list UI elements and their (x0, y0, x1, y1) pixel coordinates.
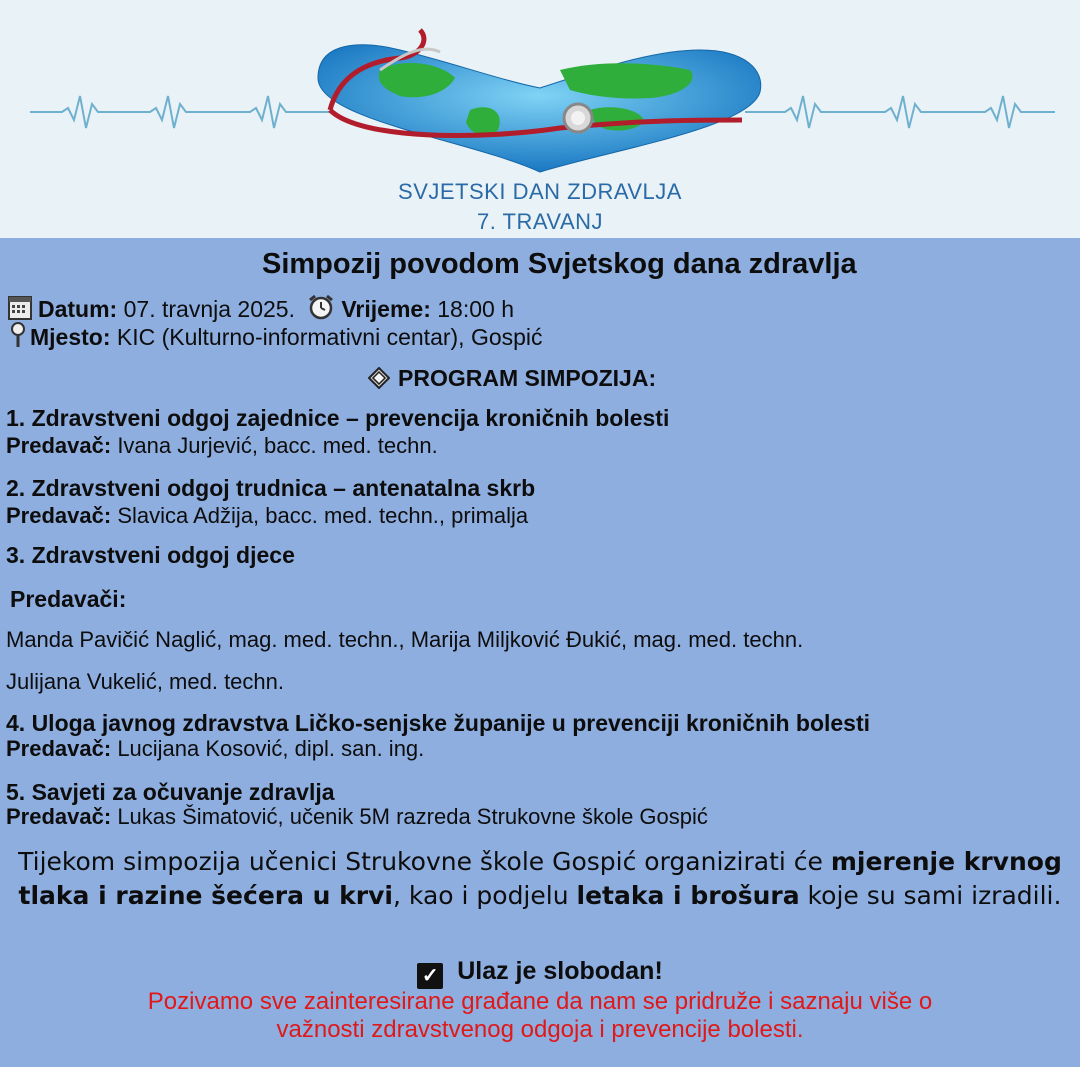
lecturer-name: Slavica Adžija, bacc. med. techn., primalja (117, 503, 529, 528)
invitation-text (0, 988, 1080, 1044)
lecturer-label: Predavač: (6, 736, 112, 761)
page-title: Simpozij povodom Svjetskog dana zdravlja (262, 248, 857, 280)
header-banner (0, 0, 1080, 238)
program-item-lecturer (6, 736, 424, 762)
lecturer-label: Predavač: (6, 804, 112, 829)
program-item-lecturer (6, 503, 528, 529)
lecturer-label (10, 586, 126, 613)
program-heading (368, 365, 656, 392)
note-text: , kao i podjelu (393, 881, 577, 910)
program-item-title: 5. Savjeti za očuvanje zdravlja (6, 779, 335, 805)
program-item-lecturer (6, 804, 708, 830)
program-item-title: 1. Zdravstveni odgoj zajednice – prevencija kroničnih bolesti (6, 405, 670, 431)
activity-note (0, 845, 1080, 913)
diamond-icon (368, 365, 390, 392)
lecturer-name: Lukas Šimatović, učenik 5M razreda Strukovne škole Gospić (117, 804, 708, 829)
header-title-line2: 7. TRAVANJ (476, 209, 604, 234)
place-row (8, 322, 543, 354)
note-bold-measurement: mjerenje krvnog tlaka i razine šećera u krvi (18, 847, 1062, 910)
program-item-title: 2. Zdravstveni odgoj trudnica – antenatalna skrb (6, 475, 536, 501)
program-heading-text: PROGRAM SIMPOZIJA: (398, 365, 657, 391)
date-value: 07. travnja 2025. (123, 296, 295, 322)
lecturer-label-text: Predavači: (10, 586, 127, 612)
header-title-line1: SVJETSKI DAN ZDRAVLJA (398, 179, 682, 204)
lecturer-name: Lucijana Kosović, dipl. san. ing. (117, 736, 425, 761)
heartbeat-line-icon (745, 96, 1055, 128)
place-label: Mjesto: (30, 324, 111, 350)
time-value: 18:00 h (437, 296, 514, 322)
heartbeat-line-icon (30, 96, 330, 128)
note-text: koje su sami izradili. (799, 881, 1062, 910)
date-label: Datum: (38, 296, 118, 322)
program-item-title: 4. Uloga javnog zdravstva Ličko-senjske županije u prevenciji kroničnih bolesti (6, 710, 871, 736)
invitation-line2: važnosti zdravstvenog odgoja i prevencije bolesti. (276, 1016, 804, 1043)
lecturer-label: Predavač: (6, 503, 112, 528)
lecturer-label: Predavač: (6, 433, 112, 458)
invitation-line1: Pozivamo sve zainteresirane građane da nam se pridruže i saznaju više o (147, 988, 933, 1015)
lecturer-name: Ivana Jurjević, bacc. med. techn. (117, 433, 438, 458)
place-value: KIC (Kulturno-informativni centar), Gospić (116, 324, 543, 350)
note-bold-leaflets: letaka i brošura (576, 881, 800, 910)
note-text: Tijekom simpozija učenici Strukovne škole Gospić organizirati će (18, 847, 831, 876)
free-entry (0, 957, 1080, 989)
program-item-lecturer (6, 433, 438, 459)
program-item-title: 3. Zdravstveni odgoj djece (6, 542, 295, 568)
lecturer-names-line2: Julijana Vukelić, med. techn. (6, 669, 284, 694)
time-label: Vrijeme: (341, 296, 431, 322)
checkbox-icon: ✓ (417, 963, 443, 989)
free-entry-text: Ulaz je slobodan! (457, 957, 663, 985)
location-pin-icon (8, 322, 28, 354)
lecturer-names-line1: Manda Pavičić Naglić, mag. med. techn., Marija Miljković Đukić, mag. med. techn. (6, 627, 804, 652)
